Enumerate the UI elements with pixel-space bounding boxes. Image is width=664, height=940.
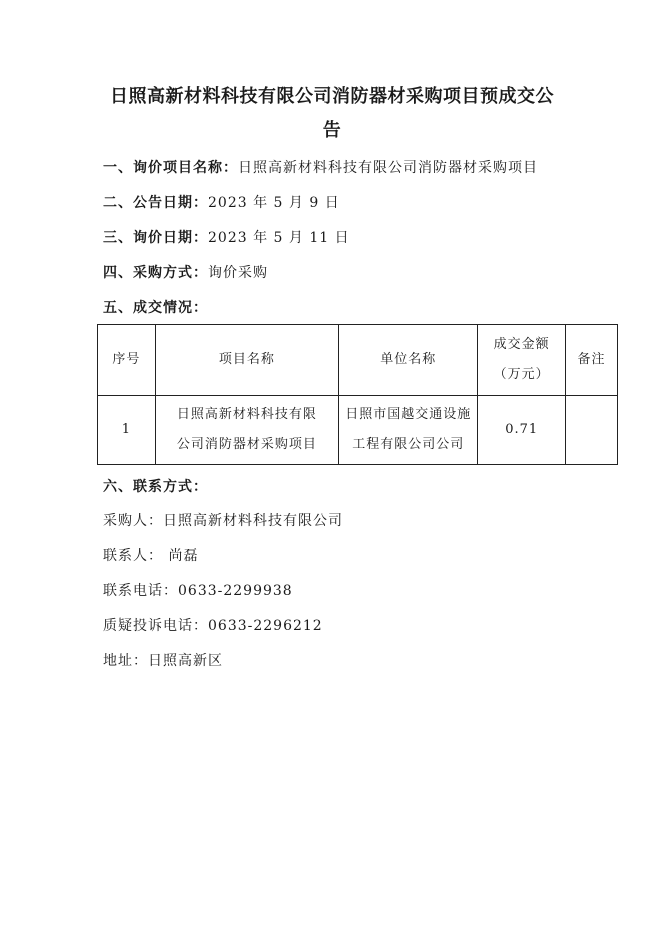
- section-value: 2023 年 5 月 9 日: [208, 195, 340, 211]
- table-row: [98, 396, 618, 465]
- contact-complaint-phone: 质疑投诉电话：0633-2296212: [103, 618, 323, 634]
- cell-unit-name-line1: 日照市国越交通设施: [345, 407, 472, 422]
- section-contact: [103, 477, 208, 497]
- cell-unit-name-line2: 工程有限公司公司: [352, 437, 465, 452]
- contact-purchaser: 采购人：日照高新材料科技有限公司: [103, 513, 343, 529]
- section-value: 2023 年 5 月 11 日: [208, 230, 350, 246]
- header-amount-line2: （万元）: [493, 367, 550, 382]
- cell-project-name-line1: 日照高新材料科技有限: [176, 407, 317, 422]
- header-amount-line1: 成交金额: [493, 337, 550, 352]
- section-announce-date: [103, 193, 340, 213]
- header-unit-name: 单位名称: [338, 325, 477, 396]
- section-purchase-method: [103, 263, 268, 283]
- section-label: 六、联系方式：: [103, 479, 208, 495]
- section-result: [103, 298, 208, 318]
- section-value: 询价采购: [208, 265, 268, 281]
- document-title: [90, 80, 574, 148]
- cell-seq: 1: [98, 396, 156, 465]
- section-label: 四、采购方式：: [103, 265, 208, 281]
- result-table: [97, 324, 618, 465]
- table-header-row: [98, 325, 618, 396]
- cell-unit-name: [338, 396, 477, 465]
- contact-phone: 联系电话：0633-2299938: [103, 583, 293, 599]
- section-label: 五、成交情况：: [103, 300, 208, 316]
- header-amount: [478, 325, 566, 396]
- section-label: 二、公告日期：: [103, 195, 208, 211]
- header-seq: 序号: [98, 325, 156, 396]
- section-project-name: [103, 158, 538, 178]
- cell-note: [565, 396, 617, 465]
- section-label: 一、询价项目名称：: [103, 160, 238, 176]
- cell-project-name: [155, 396, 338, 465]
- section-value: 日照高新材料科技有限公司消防器材采购项目: [238, 160, 538, 176]
- section-label: 三、询价日期：: [103, 230, 208, 246]
- section-inquiry-date: [103, 228, 350, 248]
- cell-project-name-line2: 公司消防器材采购项目: [176, 437, 317, 452]
- cell-amount: 0.71: [478, 396, 566, 465]
- contact-person: 联系人： 尚磊: [103, 548, 199, 564]
- contact-address: 地址：日照高新区: [103, 653, 223, 669]
- title-line-1: 日照高新材料科技有限公司消防器材采购项目预成交公: [110, 86, 554, 107]
- header-project-name: 项目名称: [155, 325, 338, 396]
- header-note: 备注: [565, 325, 617, 396]
- title-line-2: 告: [322, 120, 342, 141]
